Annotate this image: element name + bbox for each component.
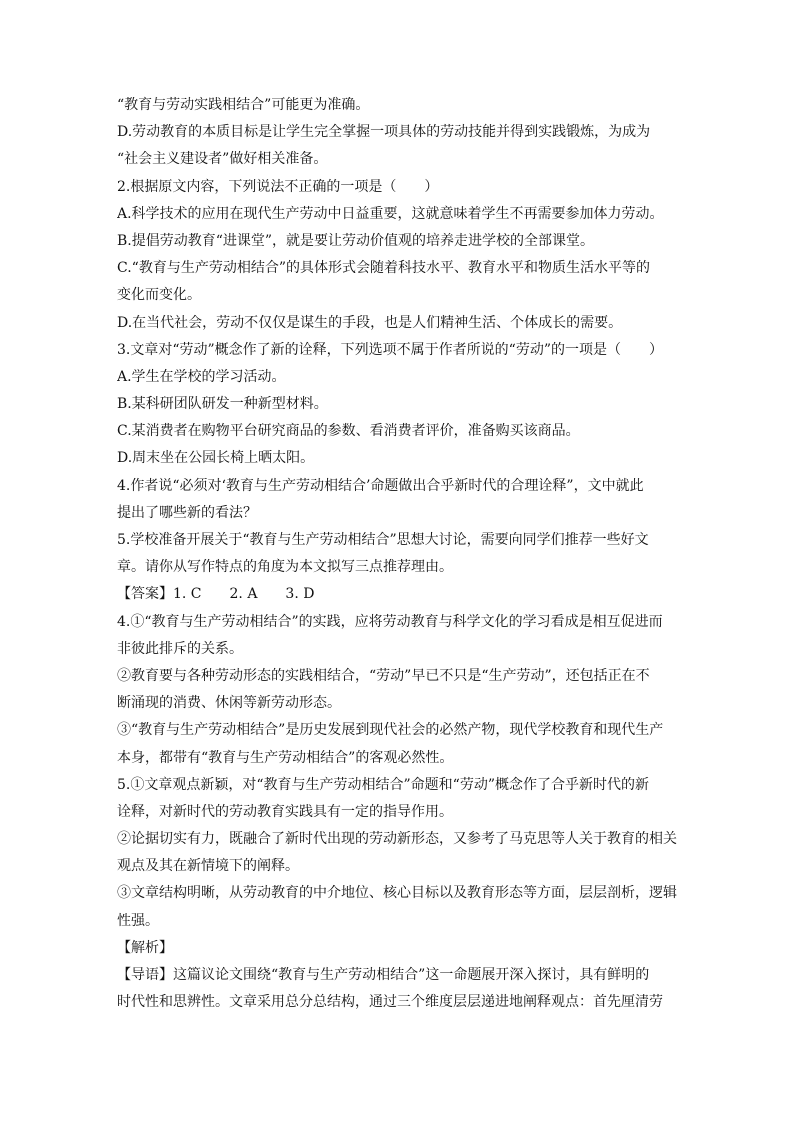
option-line: C.“教育与生产劳动相结合”的具体形式会随着科技水平、教育水平和物质生活水平等的 — [117, 260, 650, 277]
text-line: “社会主义建设者”做好相关准备。 — [117, 151, 328, 168]
question-2-stem: 2.根据原文内容，下列说法不正确的一项是（ ） — [117, 178, 439, 195]
answer-line: 诠释，对新时代的劳动教育实践具有一定的指导作用。 — [117, 803, 453, 820]
option-line: C.某消费者在购物平台研究商品的参数、看消费者评价，准备购买该商品。 — [117, 423, 580, 440]
option-line: A.学生在学校的学习活动。 — [117, 368, 286, 385]
answer-line: 本身，都带有“教育与生产劳动相结合”的客观必然性。 — [117, 749, 454, 766]
analysis-heading: 【解析】 — [117, 939, 173, 956]
text-line: 章。请你从写作特点的角度为本文拟写三点推荐理由。 — [117, 559, 453, 576]
answer-line: 观点及其在新情境下的阐释。 — [117, 858, 299, 875]
answer-line: ③文章结构明晰，从劳动教育的中介地位、核心目标以及教育形态等方面，层层剖析，逻辑 — [117, 885, 677, 902]
option-line: B.某科研团队研发一种新型材料。 — [117, 396, 328, 413]
answer-key: 【答案】1. C 2. A 3. D — [117, 586, 315, 603]
text-line: D.劳动教育的本质目标是让学生完全掌握一项具体的劳动技能并得到实践锻炼，为成为 — [117, 124, 651, 141]
question-5-stem: 5.学校准备开展关于“教育与生产劳动相结合”思想大讨论，需要向同学们推荐一些好文 — [117, 532, 649, 548]
option-line: A.科学技术的应用在现代生产劳动中日益重要，这就意味着学生不再需要参加体力劳动。 — [117, 205, 664, 222]
question-3-stem: 3.文章对“劳动”概念作了新的诠释，下列选项不属于作者所说的“劳动”的一项是（ ） — [117, 341, 663, 358]
option-line: D.周末坐在公园长椅上晒太阳。 — [117, 450, 315, 467]
document-body — [117, 92, 677, 1016]
text-line: 提出了哪些新的看法？ — [117, 504, 257, 521]
intro-line: 【导语】这篇议论文围绕“教育与生产劳动相结合”这一命题展开深入探讨，具有鲜明的 — [117, 967, 650, 983]
answer-line: 4.①“教育与生产劳动相结合”的实践，应将劳动教育与科学文化的学习看成是相互促进而 — [117, 613, 663, 630]
answer-line: ②教育要与各种劳动形态的实践相结合，“劳动”早已不只是“生产劳动”，还包括正在不 — [117, 667, 650, 684]
answer-line: 性强。 — [117, 912, 159, 929]
text-line: “教育与劳动实践相结合”可能更为准确。 — [117, 97, 370, 113]
option-line: D.在当代社会，劳动不仅仅是谋生的手段，也是人们精神生活、个体成长的需要。 — [117, 314, 623, 331]
answer-line: ③“教育与生产劳动相结合”是历史发展到现代社会的必然产物，现代学校教育和现代生产 — [117, 722, 664, 739]
answer-line: 非彼此排斥的关系。 — [117, 640, 243, 657]
intro-line: 时代性和思辨性。文章采用总分总结构，通过三个维度层层递进地阐释观点：首先厘清劳 — [117, 994, 663, 1011]
answer-line: ②论据切实有力，既融合了新时代出现的劳动新形态，又参考了马克思等人关于教育的相关 — [117, 831, 677, 848]
answer-line: 断涌现的消费、休闲等新劳动形态。 — [117, 695, 341, 712]
question-4-stem: 4.作者说“必须对‘教育与生产劳动相结合’命题做出合乎新时代的合理诠释”，文中就此 — [117, 477, 644, 494]
option-line: B.提倡劳动教育“进课堂”，就是要让劳动价值观的培养走进学校的全部课堂。 — [117, 232, 595, 249]
answer-line: 5.①文章观点新颖，对“教育与生产劳动相结合”命题和“劳动”概念作了合乎新时代的新 — [117, 776, 649, 793]
text-line: 变化而变化。 — [117, 287, 201, 304]
